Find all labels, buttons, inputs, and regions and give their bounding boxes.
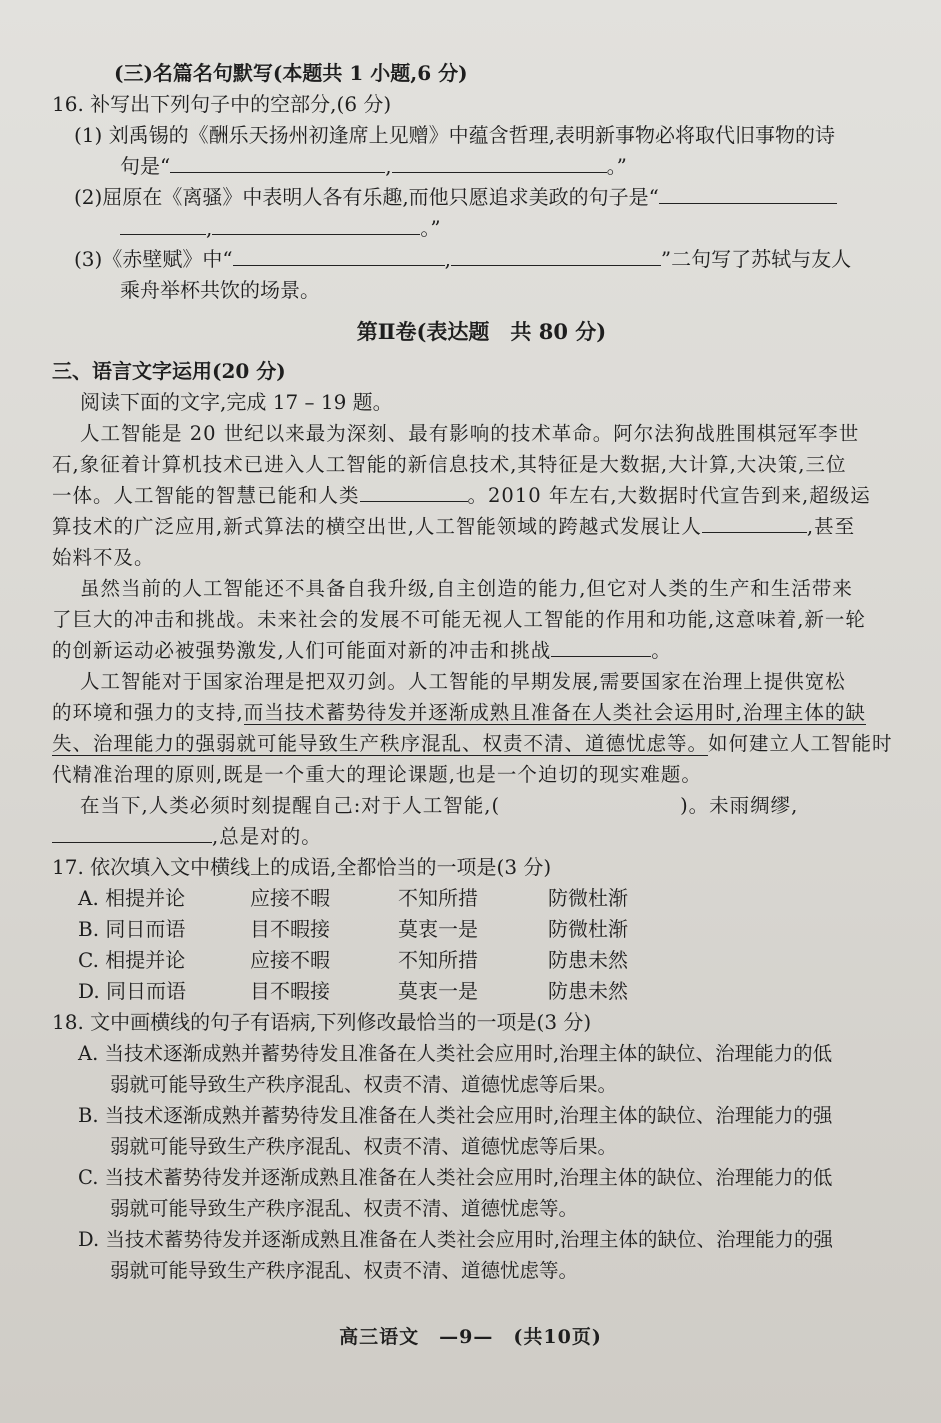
option-c-line2: 弱就可能导致生产秩序混乱、权责不清、道德忧虑等。 <box>110 1197 579 1220</box>
answer-blank[interactable] <box>212 216 420 235</box>
passage-line-a3: 一体。人工智能的智慧已能和人类 。2010 年左右,大数据时代宣告到来,超级运 <box>52 484 871 507</box>
passage-line-d1: 在当下,人类必须时刻提醒自己:对于人工智能,( )。未雨绸缪, <box>80 794 799 817</box>
answer-blank[interactable] <box>233 247 445 266</box>
reading-passage: 人工智能是 20 世纪以来最为深刻、最有影响的技术革命。阿尔法狗战胜围棋冠军李世 石,象征着计算机技术已进入人工智能的新信息技术,其特征是大数据,大计算,大决策,三位 一体。人工智能的智慧已能和人类 。2010 年左右,大数据时代宣告到来,超级运 算技术的广泛应用,新式算法的横空出世,人工智能领域的跨越式发展让人 ,甚至 始料不及。 虽然当前的人工智能还不具备自我升级,自主创造的能力,但它对人类的生产和生活带来 了巨大的冲击和挑战。未来社会的发展不可能无视人工智能的作用和功能,这意味着,新一轮 的创新运动必被强势激发,人们可能面对新的冲击和挑战 。 人工智能对于国家治理是把双刃剑。人工智能的早期发展,需要国家在治理上提供宽松 的环境和强力的支持,而当技术蓄势待发并逐渐成熟且准备在人类社会运用时,治理主体的缺 失、治理能力的强弱就可能导致生产秩序混乱、权责不清、道德忧虑等。如何建立人工智能时 代精准治理的原则,既是一个重大的理论课题,也是一个迫切的现实难题。 在当下,人类必须时刻提醒自己:对于人工智能,( )。未雨绸缪, ,总是对的。 <box>52 418 911 852</box>
answer-blank[interactable] <box>120 216 206 235</box>
page-footer: 高三语文 —9— (共10页) <box>339 1326 602 1348</box>
answer-blank[interactable] <box>170 154 385 173</box>
option-a-line2: 弱就可能导致生产秩序混乱、权责不清、道德忧虑等后果。 <box>110 1073 618 1096</box>
underlined-sentence: 失、治理能力的强弱就可能导致生产秩序混乱、权责不清、道德忧虑等。 <box>52 732 709 755</box>
q16-part1-line1: (1) 刘禹锡的《酬乐天扬州初逢席上见赠》中蕴含哲理,表明新事物必将取代旧事物的诗 <box>74 123 836 147</box>
passage-line-c2: 的环境和强力的支持,而当技术蓄势待发并逐渐成熟且准备在人类社会运用时,治理主体的缺 <box>52 701 866 724</box>
section-title: (三)名篇名句默写(本题共 1 小题,6 分) <box>114 61 468 85</box>
idiom-blank-2[interactable] <box>702 514 807 533</box>
answer-blank[interactable] <box>392 154 607 173</box>
option-b-line2: 弱就可能导致生产秩序混乱、权责不清、道德忧虑等后果。 <box>110 1135 618 1158</box>
option-c-line1[interactable]: C. 当技术蓄势待发并逐渐成熟且准备在人类社会应用时,治理主体的缺位、治理能力的低 <box>78 1166 833 1189</box>
underlined-sentence: 而当技术蓄势待发并逐渐成熟且准备在人类社会运用时,治理主体的缺 <box>243 701 866 724</box>
q16-part1-line2: 句是“ , 。” <box>120 154 627 178</box>
question-16-stem: 16. 补写出下列句子中的空部分,(6 分) <box>52 92 392 116</box>
question-18-options <box>52 1038 911 1286</box>
option-a-line1[interactable]: A. 当技术逐渐成熟并蓄势待发且准备在人类社会应用时,治理主体的缺位、治理能力的低 <box>78 1042 833 1065</box>
q16-part2-line1: (2)屈原在《离骚》中表明人各有乐趣,而他只愿追求美政的句子是“ <box>52 182 911 213</box>
option-b-line1[interactable]: B. 当技术逐渐成熟并蓄势待发且准备在人类社会应用时,治理主体的缺位、治理能力的强 <box>78 1104 833 1127</box>
part-2-title: 第Ⅱ卷(表达题 共 80 分) <box>356 319 607 344</box>
reading-intro: 阅读下面的文字,完成 17 – 19 题。 <box>80 390 393 414</box>
answer-blank[interactable] <box>451 247 661 266</box>
question-17-options <box>52 883 911 1007</box>
idiom-blank-3[interactable] <box>551 638 651 657</box>
section-3-title: 三、语言文字运用(20 分) <box>52 359 286 383</box>
option-row[interactable]: D. 同日而语 目不暇接 莫衷一是 防患未然 <box>78 979 628 1003</box>
q16-part3-line1: (3)《赤壁赋》中“ , ”二句写了苏轼与友人 <box>74 247 852 271</box>
passage-line-b3: 的创新运动必被强势激发,人们可能面对新的冲击和挑战 。 <box>52 639 672 662</box>
q16-part2-line2: , 。” <box>52 213 911 244</box>
passage-line-a4: 算技术的广泛应用,新式算法的横空出世,人工智能领域的跨越式发展让人 ,甚至 <box>52 515 856 538</box>
passage-line-d2: ,总是对的。 <box>52 821 911 852</box>
q16-part3-line2: 乘舟举杯共饮的场景。 <box>120 278 320 302</box>
idiom-blank-4[interactable] <box>52 824 212 843</box>
question-17-stem: 17. 依次填入文中横线上的成语,全都恰当的一项是(3 分) <box>52 855 552 879</box>
option-row[interactable]: C. 相提并论 应接不暇 不知所措 防患未然 <box>78 948 628 972</box>
question-18-stem: 18. 文中画横线的句子有语病,下列修改最恰当的一项是(3 分) <box>52 1010 592 1034</box>
option-d-line1[interactable]: D. 当技术蓄势待发并逐渐成熟且准备在人类社会应用时,治理主体的缺位、治理能力的强 <box>78 1228 834 1251</box>
passage-line-c3: 失、治理能力的强弱就可能导致生产秩序混乱、权责不清、道德忧虑等。如何建立人工智能时 <box>52 732 893 755</box>
option-row[interactable]: B. 同日而语 目不暇接 莫衷一是 防微杜渐 <box>78 917 628 941</box>
option-row[interactable]: A. 相提并论 应接不暇 不知所措 防微杜渐 <box>78 886 628 910</box>
option-d-line2: 弱就可能导致生产秩序混乱、权责不清、道德忧虑等。 <box>110 1259 579 1282</box>
answer-blank[interactable] <box>659 185 837 204</box>
idiom-blank-1[interactable] <box>360 483 468 502</box>
